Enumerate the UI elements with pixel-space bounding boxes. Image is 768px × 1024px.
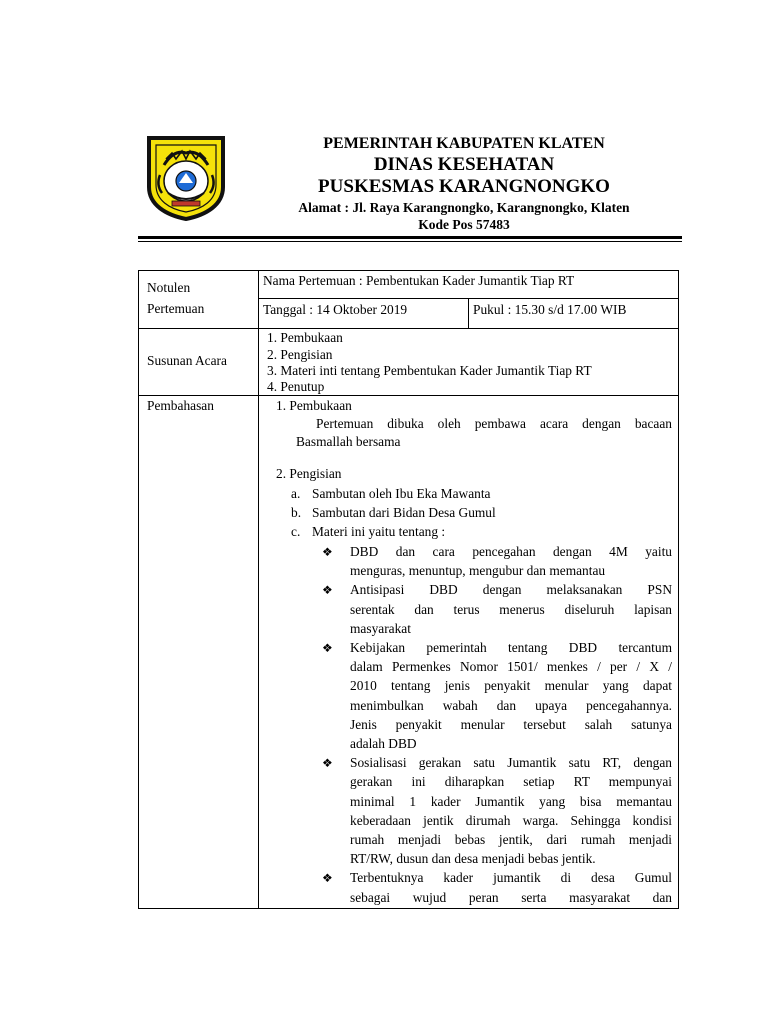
bullet-text-line: Kebijakan pemerintah tentang DBD tercantum (350, 640, 672, 655)
agenda-item: 1. Pembukaan (267, 330, 343, 345)
pembukaan-text-line: Basmallah bersama (296, 434, 401, 449)
bullet-text-line: serentak dan terus menerus diseluruh lapisan (350, 601, 672, 617)
sub-item-text: Sambutan oleh Ibu Eka Mawanta (312, 486, 491, 501)
sub-item-mark: b. (291, 505, 302, 520)
susunan-acara-label: Susunan Acara (147, 353, 227, 368)
klaten-regency-emblem-icon (146, 135, 226, 221)
bullet-text-line: Jenis penyakit menular tersebut salah satunya (350, 716, 672, 732)
pertemuan-label: Pertemuan (147, 301, 205, 316)
meeting-time: Pukul : 15.30 s/d 17.00 WIB (473, 302, 627, 317)
postal-code: Kode Pos 57483 (418, 217, 510, 232)
bullet-text-line: dalam Permenkes Nomor 1501/ menkes / per / X / (350, 659, 672, 675)
bullet-text-line: menguras, menuntup, mengubur dan memantau (350, 563, 606, 579)
letterhead-divider (138, 236, 682, 239)
government-name: PEMERINTAH KABUPATEN KLATEN (323, 135, 605, 152)
diamond-bullet-icon: ❖ (322, 641, 333, 655)
address-line: Alamat : Jl. Raya Karangnongko, Karangnongko, Klaten (298, 200, 630, 215)
bullet-text-line: Terbentuknya kader jumantik di desa Gumul (350, 870, 672, 886)
agenda-item: 3. Materi inti tentang Pembentukan Kader Jumantik Tiap RT (267, 363, 592, 378)
date-time-divider (468, 299, 469, 328)
bullet-text-line: keberadaan jentik dirumah warga. Sehingga kondisi (350, 812, 672, 828)
letterhead-divider-thin (138, 241, 682, 242)
agenda-item: 4. Penutup (267, 379, 325, 394)
diamond-bullet-icon: ❖ (322, 756, 333, 771)
row-divider (139, 328, 678, 329)
meeting-date: Tanggal : 14 Oktober 2019 (263, 302, 408, 317)
sub-item-mark: c. (291, 524, 301, 539)
bullet-text-line: Sosialisasi gerakan satu Jumantik satu RT, dengan (350, 755, 672, 771)
meeting-name: Nama Pertemuan : Pembentukan Kader Jumantik Tiap RT (263, 273, 575, 288)
pembahasan-label: Pembahasan (147, 398, 214, 413)
notulen-label: Notulen (147, 280, 191, 295)
puskesmas-name: PUSKESMAS KARANGNONGKO (318, 176, 610, 197)
diamond-bullet-icon: ❖ (322, 545, 333, 559)
section-title-pengisian: 2. Pengisian (276, 466, 342, 481)
bullet-text-line: rumah menjadi bebas jentik, dari rumah menjadi (350, 832, 672, 847)
row-divider (139, 395, 678, 396)
bullet-text-line: RT/RW, dusun dan desa menjadi bebas jentik. (350, 851, 596, 867)
bullet-text-line: Antisipasi DBD dengan melaksanakan PSN (350, 582, 672, 598)
agency-name: DINAS KESEHATAN (373, 154, 555, 175)
minutes-table (138, 270, 679, 909)
bullet-text-line: menimbulkan wabah dan upaya pencegahannya. (350, 697, 672, 713)
row-divider (258, 298, 678, 299)
diamond-bullet-icon: ❖ (322, 871, 333, 886)
bullet-text-line: adalah DBD (350, 736, 417, 751)
section-title-pembukaan: 1. Pembukaan (276, 398, 352, 413)
bullet-text-line: minimal 1 kader Jumantik yang bisa memantau (350, 793, 672, 809)
bullet-text-line: sebagai wujud peran serta masyarakat dan (350, 889, 672, 905)
pembukaan-text-line: Pertemuan dibuka oleh pembawa acara dengan bacaan (316, 416, 672, 431)
bullet-text-line: gerakan ini diharapkan setiap RT mempunyai (350, 774, 672, 790)
diamond-bullet-icon: ❖ (322, 583, 333, 598)
sub-item-text: Materi ini yaitu tentang : (312, 524, 446, 539)
sub-item-text: Sambutan dari Bidan Desa Gumul (312, 505, 496, 520)
sub-item-mark: a. (291, 486, 301, 501)
bullet-text-line: 2010 tentang jenis penyakit menular yang dapat (350, 678, 672, 694)
bullet-text-line: DBD dan cara pencegahan dengan 4M yaitu (350, 544, 672, 559)
agenda-item: 2. Pengisian (267, 347, 333, 362)
column-divider (258, 271, 259, 908)
letterhead (240, 134, 688, 233)
bullet-text-line: masyarakat (350, 620, 411, 636)
